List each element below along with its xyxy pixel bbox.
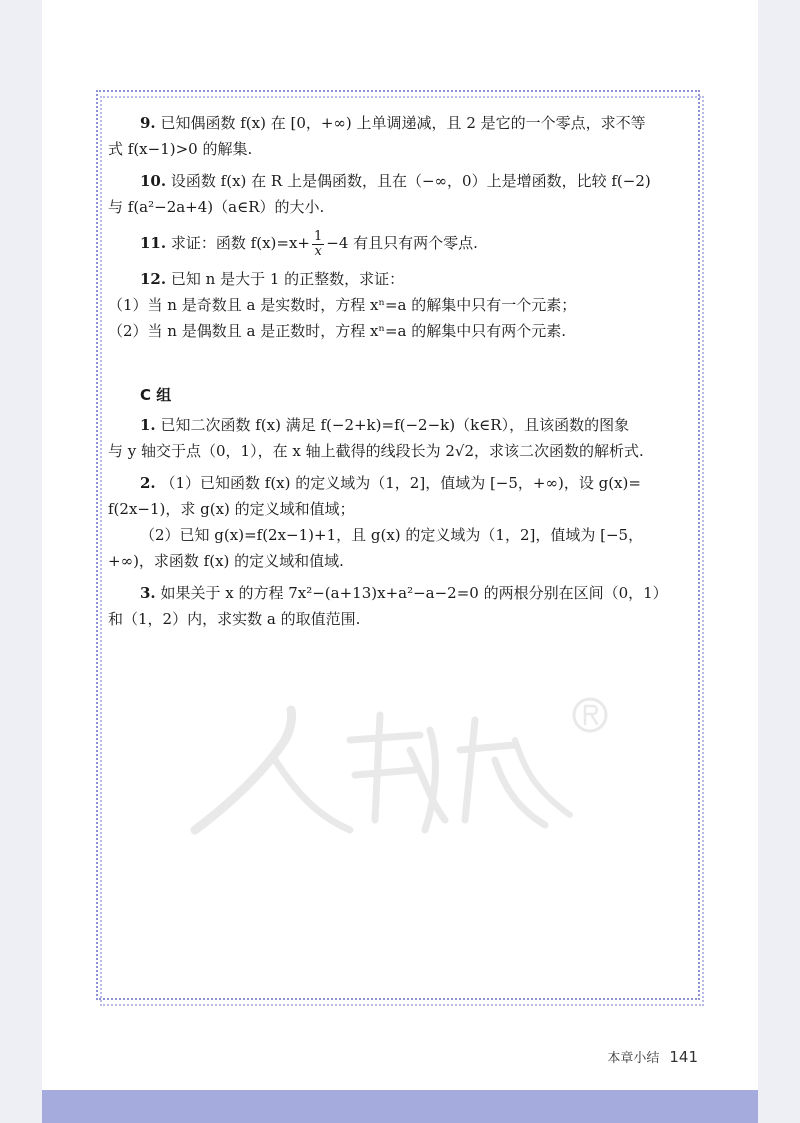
exercise-number: 11.: [140, 234, 167, 252]
exercise-item-c3: [108, 580, 688, 632]
fraction-numerator: 1: [313, 228, 323, 244]
exercise-number: 10.: [140, 172, 167, 190]
exercise-item-c1: [108, 412, 688, 464]
exercise-item-11: [108, 226, 688, 260]
exercise-text: 与 y 轴交于点（0，1），在 x 轴上截得的线段长为 2√2，求该二次函数的解析式.: [108, 442, 644, 460]
fraction: [312, 230, 324, 259]
exercise-text: 已知 n 是大于 1 的正整数，求证：: [170, 270, 405, 288]
exercise-number: 1.: [140, 416, 156, 434]
exercise-text: 式 f(x−1)>0 的解集.: [108, 140, 253, 158]
exercise-text: 和（1，2）内，求实数 a 的取值范围.: [108, 610, 361, 628]
footer-bar: [42, 1090, 758, 1123]
exercise-number: 2.: [140, 474, 156, 492]
section-c-heading: C 组: [140, 386, 172, 404]
exercise-text: +∞)，求函数 f(x) 的定义域和值域.: [108, 552, 344, 570]
exercise-text: 已知偶函数 f(x) 在 [0，+∞) 上单调递减，且 2 是它的一个零点，求不等: [160, 114, 646, 132]
exercise-number: 9.: [140, 114, 156, 132]
exercise-text: f(2x−1)，求 g(x) 的定义域和值域；: [108, 500, 355, 518]
exercise-number: 12.: [140, 270, 167, 288]
exercise-text: −4 有且只有两个零点.: [326, 234, 478, 252]
exercise-text: 如果关于 x 的方程 7x²−(a+13)x+a²−a−2=0 的两根分别在区间（0，1）: [160, 584, 668, 602]
exercise-text: 设函数 f(x) 在 R 上是偶函数，且在（−∞，0）上是增函数，比较 f(−2): [170, 172, 651, 190]
exercise-text: 已知二次函数 f(x) 满足 f(−2+k)=f(−2−k)（k∈R），且该函数的图象: [160, 416, 630, 434]
fraction-denominator: x: [314, 243, 322, 259]
chapter-label: 本章小结: [607, 1051, 660, 1066]
exercise-text: （2）已知 g(x)=f(2x−1)+1，且 g(x) 的定义域为（1，2]，值域为 [−5，: [140, 526, 644, 544]
publisher-watermark-logo: [175, 680, 615, 860]
exercise-item-10: [108, 168, 688, 220]
exercise-text: （2）当 n 是偶数且 a 是正数时，方程 xⁿ=a 的解集中只有两个元素.: [108, 322, 566, 340]
exercise-number: 3.: [140, 584, 156, 602]
exercise-text: （1）已知函数 f(x) 的定义域为（1，2]，值域为 [−5，+∞)，设 g(x)=: [160, 474, 641, 492]
exercise-text: 求证：函数 f(x)=x+: [170, 234, 310, 252]
page-footer: [607, 1047, 698, 1066]
exercise-content: [108, 110, 688, 638]
exercise-item-9: [108, 110, 688, 162]
exercise-item-c2: [108, 470, 688, 574]
exercise-text: （1）当 n 是奇数且 a 是实数时，方程 xⁿ=a 的解集中只有一个元素；: [108, 296, 577, 314]
exercise-text: 与 f(a²−2a+4)（a∈R）的大小.: [108, 198, 325, 216]
page-number: 141: [669, 1048, 698, 1066]
exercise-item-12: [108, 266, 688, 344]
